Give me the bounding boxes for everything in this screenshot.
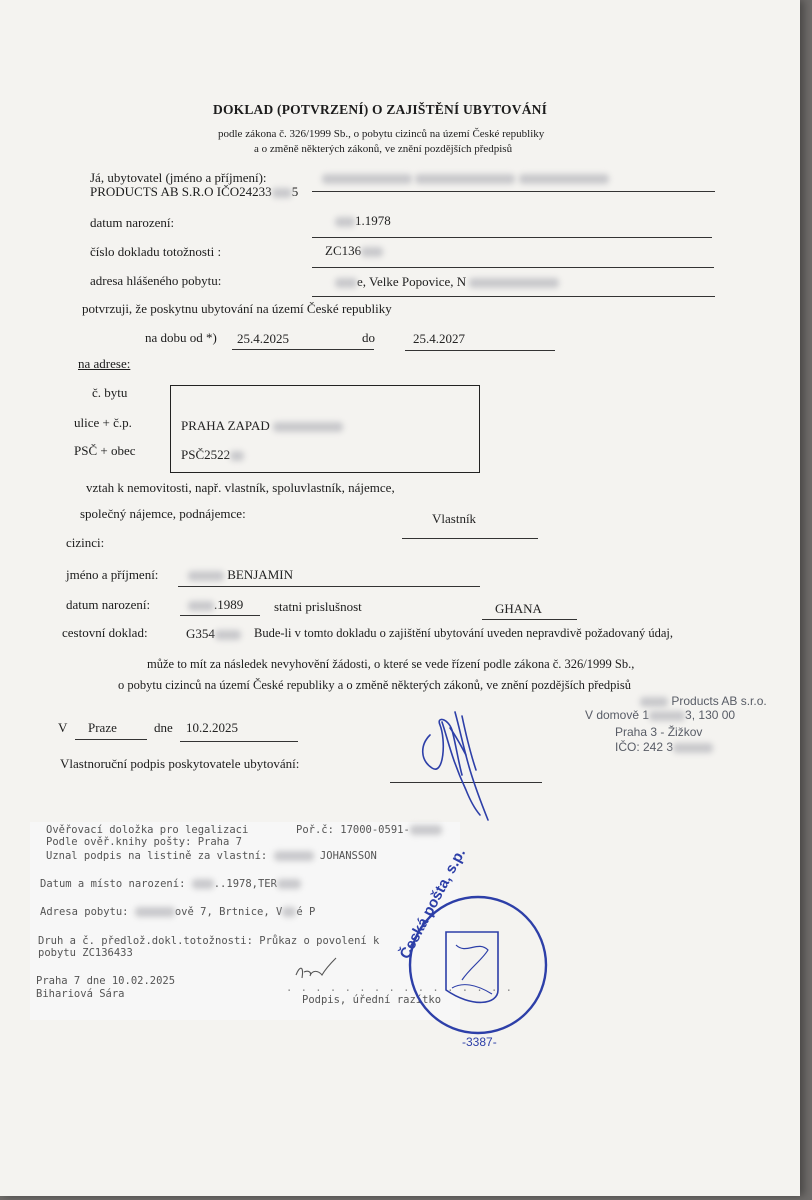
period-to-label: do <box>362 330 375 345</box>
nationality-label: statni prislušnost <box>274 599 362 614</box>
document-title: DOKLAD (POTVRZENÍ) O ZAJIŠTĚNÍ UBYTOVÁNÍ <box>213 102 548 117</box>
foreigner-name-label: jméno a příjmení: <box>66 567 159 582</box>
zip-city-label: PSČ + obec <box>74 443 136 458</box>
passport-value: G354 <box>186 626 241 642</box>
signature-label: Vlastnoruční podpis poskytovatele ubytování: <box>60 756 300 771</box>
foreigner-section-label: cizinci: <box>66 535 105 550</box>
period-from-value: 25.4.2025 <box>237 331 289 346</box>
passport-label: cestovní doklad: <box>62 625 148 640</box>
provider-address-label: adresa hlášeného pobytu: <box>90 273 222 288</box>
postal-stamp-number: -3387- <box>462 1035 497 1049</box>
provider-name-line2: PRODUCTS AB S.R.O IČO24233 5 <box>90 184 299 199</box>
legalization-line-8: Praha 7 dne 10.02.2025 <box>36 975 176 987</box>
document-subtitle-2: a o změně některých zákonů, ve znění pozdějších předpisů <box>254 143 513 155</box>
provider-id-label: číslo dokladu totožnosti : <box>90 244 222 259</box>
document-subtitle-1: podle zákona č. 326/1999 Sb., o pobytu cizinců na území České republiky <box>218 128 545 140</box>
period-to-value: 25.4.2027 <box>413 331 465 346</box>
provider-dob-label: datum narození: <box>90 215 175 230</box>
place-value: Praze <box>88 720 117 735</box>
legalization-line-4: Datum a místo narození: ..1978,TER <box>40 878 301 890</box>
legalization-order-number: Poř.č: 17000-0591- <box>296 824 442 836</box>
foreigner-dob-value: .1989 <box>188 597 243 613</box>
property-relation-label-2: společný nájemce, podnájemce: <box>80 506 246 521</box>
foreigner-name-value: BENJAMIN <box>188 567 293 583</box>
warning-line-1: Bude-li v tomto dokladu o zajištění ubytování uveden nepravdivě požadovaný údaj, <box>254 626 673 640</box>
foreigner-dob-label: datum narození: <box>66 597 151 612</box>
confirm-statement: potvrzuji, že poskytnu ubytování na území České republiky <box>82 301 392 316</box>
legalization-dotted-line: . . . . . . . . . . . . . . . . <box>286 982 513 994</box>
legalization-line-2: Podle ověř.knihy pošty: Praha 7 <box>46 836 242 848</box>
legalization-line-6: Druh a č. předlož.dokl.totožnosti: Průkaz o povolení k <box>38 935 380 947</box>
legalization-line-5: Adresa pobytu: ově 7, Brtnice, V é P <box>40 906 316 918</box>
legalization-signature-label: Podpis, úřední razítko <box>302 994 442 1006</box>
property-relation-label-1: vztah k nemovitosti, např. vlastník, spoluvlastník, nájemce, <box>86 480 395 495</box>
date-value: 10.2.2025 <box>186 720 238 735</box>
date-label: dne <box>154 720 173 735</box>
legalization-line-3: Uznal podpis na listině za vlastní: JOHANSSON <box>46 850 377 862</box>
clerk-signature <box>296 958 336 978</box>
company-stamp-line-1: Products AB s.r.o. <box>640 694 767 708</box>
zip-city-value: PSČ2522 <box>181 447 244 463</box>
warning-line-2: může to mít za následek nevyhovění žádosti, o které se vede řízení podle zákona č. 326/1999 Sb., <box>147 657 635 671</box>
legalization-line-1: Ověřovací doložka pro legalizaci <box>46 824 249 836</box>
property-relation-value: Vlastník <box>432 511 477 526</box>
provider-signature <box>423 712 488 820</box>
provider-address-value: e, Velke Popovice, N <box>335 274 559 290</box>
place-prefix: V <box>58 720 68 735</box>
postal-stamp-text: Česká pošta, s.p. <box>396 845 470 962</box>
provider-dob-value: 1.1978 <box>335 213 391 229</box>
address-section-label: na adrese: <box>78 356 131 371</box>
flat-number-label: č. bytu <box>92 385 128 400</box>
period-label: na dobu od *) <box>145 330 217 345</box>
provider-id-value: ZC136 <box>325 243 383 259</box>
nationality-value: GHANA <box>495 601 542 616</box>
provider-label: Já, ubytovatel (jméno a příjmení): <box>90 170 267 185</box>
company-stamp-line-3: Praha 3 - Žižkov <box>615 725 703 739</box>
street-value: PRAHA ZAPAD <box>181 418 343 434</box>
legalization-line-9: Bihariová Sára <box>36 988 125 1000</box>
company-stamp-line-2: V domově 1 3, 130 00 <box>585 708 736 722</box>
warning-line-3: o pobytu cizinců na území České republiky a o změně některých zákonů, ve znění pozdějších předpisů <box>118 678 632 692</box>
legalization-line-7: pobytu ZC136433 <box>38 947 133 959</box>
street-label: ulice + č.p. <box>74 415 132 430</box>
company-stamp-line-4: IČO: 242 3 <box>615 740 713 754</box>
